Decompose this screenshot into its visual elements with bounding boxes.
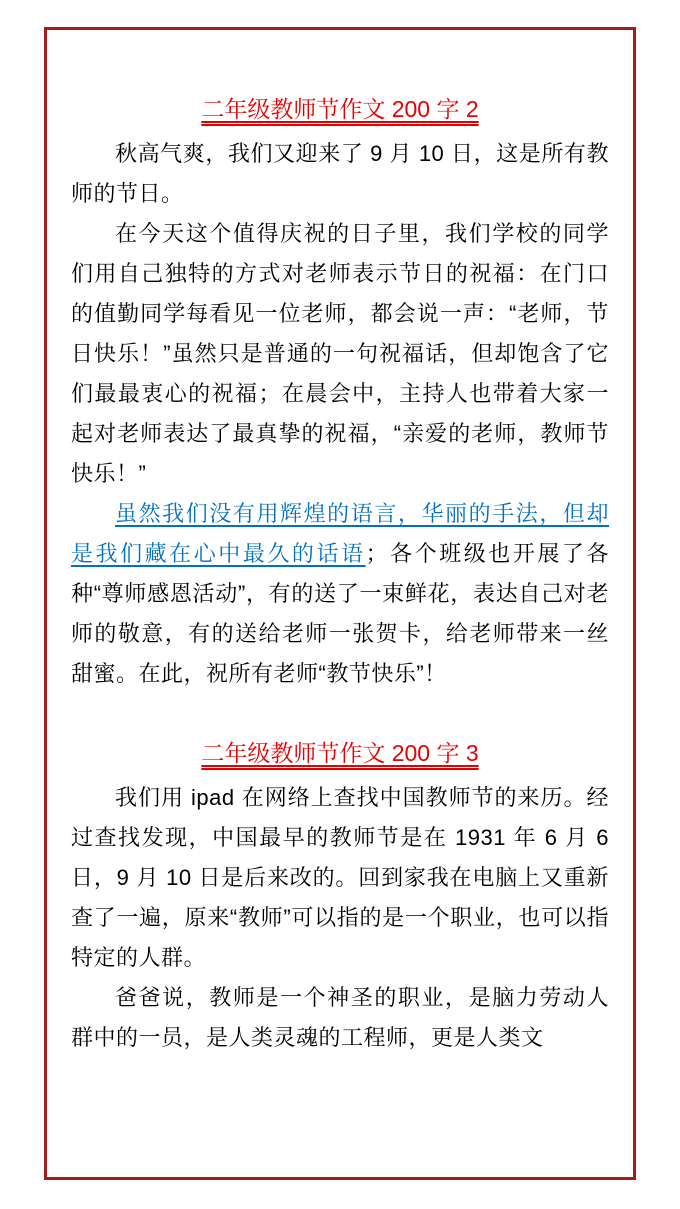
essay-2-paragraph-3-rest: ；各个班级也开展了各种“尊师感恩活动”，有的送了一束鲜花，表达自己对老师的敬意，有的送给老师一张贺卡，给老师带来一丝甜蜜。在此，祝所有老师“教节快乐”！ <box>71 541 609 686</box>
essay-2-body <box>71 134 609 694</box>
essay-2-title-link[interactable]: 二年级教师节作文 200 字 2 <box>201 96 479 122</box>
highlighted-link-text[interactable]: 虽然我们没有用辉煌的语言，华丽的手法，但却是我们藏在心中最久的话语 <box>71 501 609 566</box>
essay-2-paragraph-3 <box>71 494 609 694</box>
document-frame <box>44 27 636 1180</box>
essay-2-paragraph-1: 秋高气爽，我们又迎来了 9 月 10 日，这是所有教师的节日。 <box>71 141 609 206</box>
essay-3-paragraph-2: 爸爸说，教师是一个神圣的职业，是脑力劳动人群中的一员，是人类灵魂的工程师，更是人类文 <box>71 985 609 1050</box>
essay-3-title-link[interactable]: 二年级教师节作文 200 字 3 <box>201 740 479 766</box>
essay-3-body <box>71 778 609 1058</box>
essay-3-paragraph-1: 我们用 ipad 在网络上查找中国教师节的来历。经过查找发现，中国最早的教师节是在 1931 年 6 月 6 日，9 月 10 日是后来改的。回到家我在电脑上又重新查了一遍，原来“教师”可以指的是一个职业，也可以指特定的人群。 <box>71 785 609 970</box>
essay-2-paragraph-2: 在今天这个值得庆祝的日子里，我们学校的同学们用自己独特的方式对老师表示节日的祝福：在门口的值勤同学每看见一位老师，都会说一声：“老师，节日快乐！”虽然只是普通的一句祝福话，但却饱含了它们最最衷心的祝福；在晨会中，主持人也带着大家一起对老师表达了最真挚的祝福，“亲爱的老师，教师节快乐！” <box>71 221 609 486</box>
